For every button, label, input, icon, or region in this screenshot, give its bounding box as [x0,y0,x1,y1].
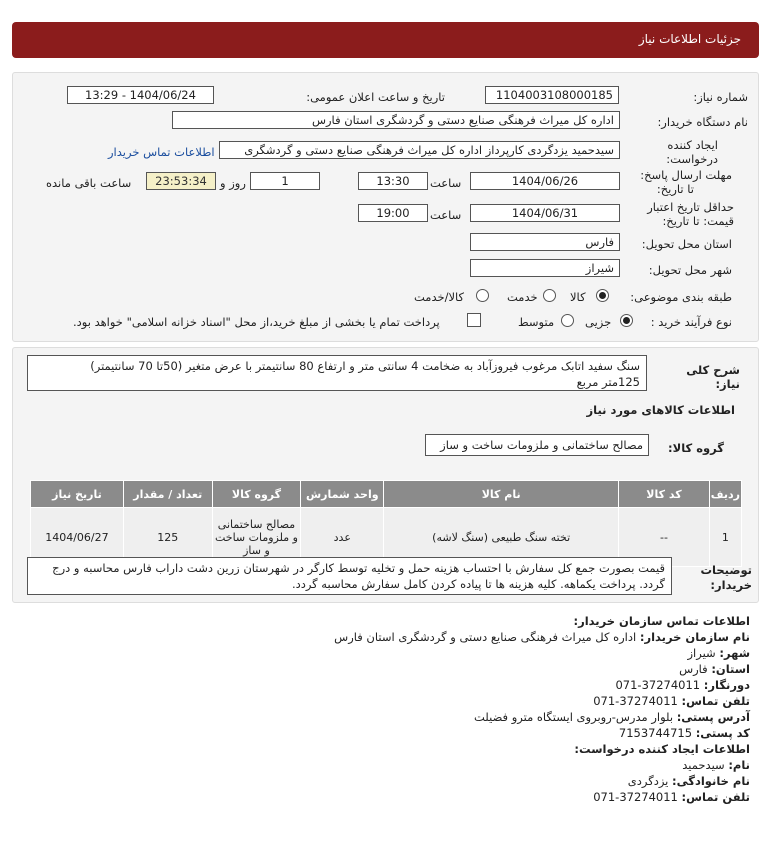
creator-name-label: نام: [728,758,750,772]
buyer-notes-label: توضیحات [700,563,752,577]
days-field: 1 [250,172,320,190]
col-qty: تعداد / مقدار [123,481,212,508]
process-label: نوع فرآیند خرید : [650,315,732,329]
creator-family: یزدگردی [627,774,669,788]
category-radio-both[interactable] [476,289,489,302]
contact-phone-label: تلفن تماس: [681,694,750,708]
category-radio-goods[interactable] [596,289,609,302]
province-field: فارس [470,233,620,251]
contact-postal-row [619,726,750,740]
validity-label: حداقل تاریخ اعتبار [647,200,734,214]
col-date: تاریخ نیاز [31,481,124,508]
remaining-time-field: 23:53:34 [146,172,216,190]
category-option-service: خدمت [507,290,538,304]
cell-date: 1404/06/27 [31,508,124,567]
creator-field: سیدحمید یزدگردی کارپرداز اداره کل میراث فرهنگی صنایع دستی و گردشگری [219,141,620,159]
col-unit: واحد شمارش [301,481,384,508]
description-box [27,355,647,391]
validity-time-field: 19:00 [358,204,428,222]
contact-address-label: آدرس پستی: [676,710,750,724]
cell-unit: عدد [301,508,384,567]
description-label-2: نیاز: [715,377,740,391]
city-field: شیراز [470,259,620,277]
cell-qty: 125 [123,508,212,567]
buyer-notes-box [27,557,672,595]
cell-name: تخته سنگ طبیعی (سنگ لاشه) [384,508,619,567]
contact-address: بلوار مدرس-روبروی ایستگاه مترو فضیلت [474,710,674,724]
reply-deadline-label-2: تا تاریخ: [656,182,694,196]
days-label: روز و [220,176,246,190]
creator-phone: 071-37274011 [593,790,678,804]
cell-group-line2: و ملزومات ساخت [214,530,298,544]
creator-name-row [682,758,750,772]
contact-city-row [687,646,750,660]
goods-info-title: اطلاعات کالاهای مورد نیاز [586,403,735,417]
goods-group-label: گروه کالا: [668,441,724,455]
contact-province-row [679,662,750,676]
description-label: شرح کلی [686,363,740,377]
category-option-goods: کالا [570,290,586,304]
col-name: نام کالا [384,481,619,508]
cell-group-line1: مصالح ساختمانی [217,517,296,531]
contact-phone-row [593,694,750,708]
col-row: ردیف [709,481,741,508]
contact-city-label: شهر: [719,646,750,660]
process-radio-medium[interactable] [561,314,574,327]
buyer-notes-line1: قیمت بصورت جمع کل سفارش با احتساب هزینه حمل و تخلیه توسط کارگر در شهرستان زرین دشت داراب فارس محاسبه و درج [52,561,665,575]
need-number-label: شماره نیاز: [693,90,748,104]
category-label: طبقه بندی موضوعی: [630,290,732,304]
need-number-field: 1104003108000185 [485,86,619,104]
contact-org: اداره کل میراث فرهنگی صنایع دستی و گردشگری استان فارس [334,630,637,644]
contact-province-label: استان: [711,662,750,676]
page-title: جزئیات اطلاعات نیاز [638,32,741,46]
process-option-medium: متوسط [518,315,555,329]
contact-phone: 071-37274011 [593,694,678,708]
cell-group-line3: و ساز [243,543,270,557]
validity-time-label: ساعت [430,208,462,222]
process-option-partial: جزیی [585,315,612,329]
creator-name: سیدحمید [682,758,725,772]
contact-fax-row [615,678,750,692]
contact-title: اطلاعات تماس سازمان خریدار: [573,614,750,628]
creator-label-2: درخواست: [666,152,718,166]
creator-family-row [628,774,750,788]
contact-province: فارس [679,662,708,676]
page-header [12,22,759,58]
creator-family-label: نام خانوادگی: [672,774,750,788]
buyer-org-field: اداره کل میراث فرهنگی صنایع دستی و گردشگری استان فارس [172,111,620,129]
contact-city: شیراز [687,646,716,660]
reply-date-field: 1404/06/26 [470,172,620,190]
contact-org-row [334,630,750,644]
reply-time-field: 13:30 [358,172,428,190]
creator-info-title: اطلاعات ایجاد کننده درخواست: [574,742,750,756]
table-header-row [31,481,742,508]
treasury-checkbox[interactable] [467,313,481,327]
cell-row: 1 [709,508,741,567]
col-code: کد کالا [619,481,710,508]
buyer-notes-label-2: خریدار: [710,578,752,592]
validity-label-2: قیمت: تا تاریخ: [662,214,734,228]
description-text-line1: سنگ سفید اتابک مرغوب فیروزآباد به ضخامت 4 سانتی متر و ارتفاع 80 سانتیمتر با عرض متغیر (50تا 70 سانتیمتر) [90,359,640,373]
announce-field: 1404/06/24 - 13:29 [67,86,214,104]
contact-postal: 7153744715 [618,726,693,740]
validity-date-field: 1404/06/31 [470,204,620,222]
payment-note: پرداخت تمام یا بخشی از مبلغ خرید،از محل "اسناد خزانه اسلامی" خواهد بود. [73,315,440,329]
contact-fax-label: دورنگار: [703,678,750,692]
creator-label: ایجاد کننده [667,138,718,152]
buyer-notes-line2: گردد. پرداخت یکماهه. کلیه هزینه ها تا پیاده کردن کامل سفارش محاسبه گردد. [291,577,665,591]
remaining-label: ساعت باقی مانده [46,176,132,190]
city-label: شهر محل تحویل: [648,263,732,277]
col-group: گروه کالا [212,481,301,508]
contact-org-label: نام سازمان خریدار: [639,630,750,644]
category-radio-service[interactable] [543,289,556,302]
creator-phone-row [593,790,750,804]
announce-label: تاریخ و ساعت اعلان عمومی: [306,90,445,104]
reply-deadline-label: مهلت ارسال پاسخ: [640,168,732,182]
contact-address-row [474,710,750,724]
goods-group-field: مصالح ساختمانی و ملزومات ساخت و ساز [425,434,649,456]
cell-code: -- [619,508,710,567]
contact-postal-label: کد پستی: [695,726,750,740]
reply-time-label: ساعت [430,176,462,190]
creator-phone-label: تلفن تماس: [681,790,750,804]
buyer-org-label: نام دستگاه خریدار: [657,115,748,129]
province-label: استان محل تحویل: [641,237,732,251]
contact-fax: 071-37274011 [615,678,701,692]
buyer-contact-link[interactable]: اطلاعات تماس خریدار [108,145,215,159]
process-radio-partial[interactable] [620,314,633,327]
category-option-both: کالا/خدمت [414,290,465,304]
description-text-line2: 125متر مربع [576,375,640,389]
goods-table [30,480,742,567]
